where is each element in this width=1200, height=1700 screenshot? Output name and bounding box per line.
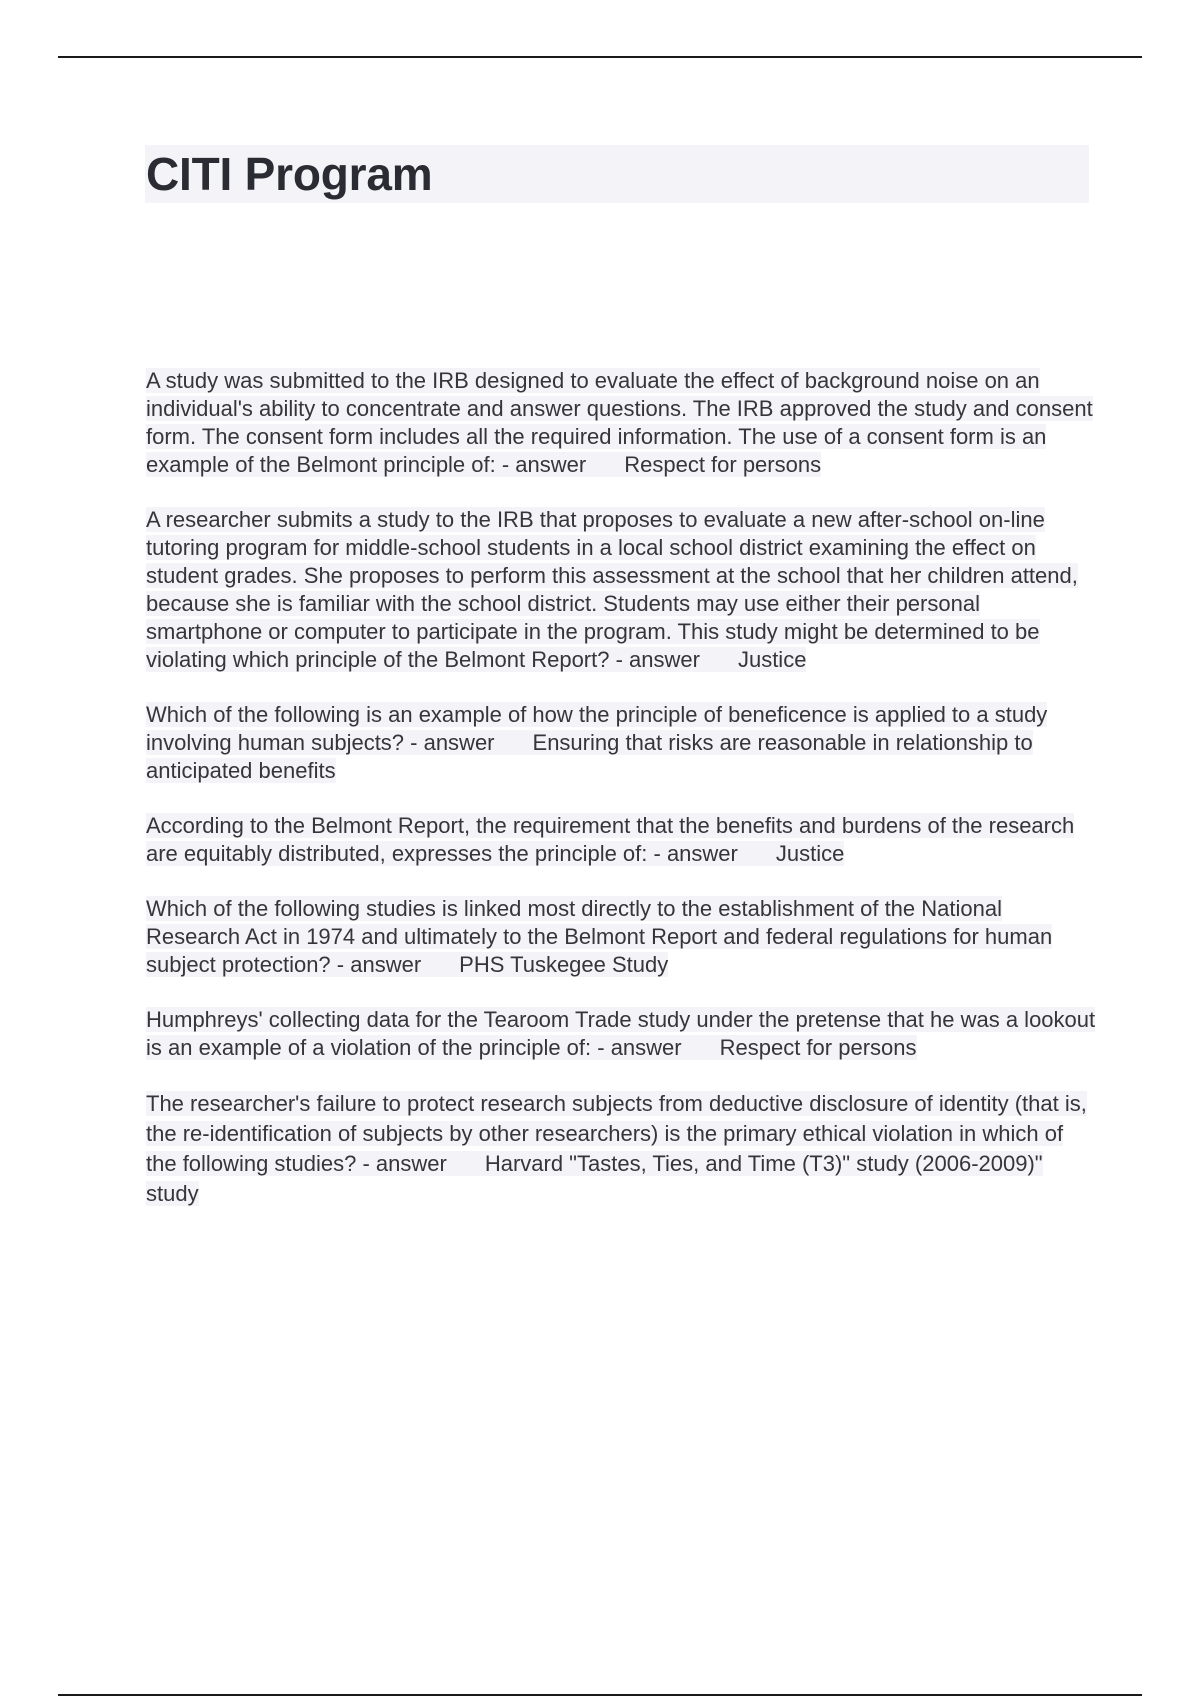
- bottom-rule: [58, 1694, 1142, 1696]
- answer-text: Ensuring that risks are reasonable in relationship to anticipated benefits: [146, 730, 1033, 783]
- top-rule: [58, 56, 1142, 58]
- question-text: The researcher's failure to protect research subjects from deductive disclosure of identity (that is, the re-identification of subjects by other researchers) is the primary ethical violation in which of the following studies? - answer: [146, 1091, 1087, 1176]
- answer-text: Justice: [775, 841, 845, 866]
- answer-text: PHS Tuskegee Study: [459, 952, 669, 977]
- question-text: According to the Belmont Report, the requirement that the benefits and burdens of the research are equitably distributed, expresses the principle of: - answer: [146, 813, 1075, 866]
- qa-item: [146, 895, 1096, 979]
- qa-item: [146, 506, 1096, 674]
- answer-text: Respect for persons: [624, 452, 822, 477]
- answer-text: Harvard "Tastes, Ties, and Time (T3)" study (2006-2009)" study: [146, 1151, 1043, 1206]
- answer-text: Justice: [737, 647, 807, 672]
- answer-text: Respect for persons: [719, 1035, 917, 1060]
- question-text: A researcher submits a study to the IRB that proposes to evaluate a new after-school on-line tutoring program for middle-school students in a local school district examining the effect on student grades. She proposes to perform this assessment at the school that her children attend, because she is familiar with the school district. Students may use either their personal smartphone or computer to participate in the program. This study might be determined to be violating which principle of the Belmont Report? - answer: [146, 507, 1078, 672]
- qa-item: [146, 1089, 1096, 1209]
- question-text: Humphreys' collecting data for the Tearoom Trade study under the pretense that he was a lookout is an example of a violation of the principle of: - answer: [146, 1007, 1096, 1060]
- qa-item: [146, 367, 1096, 479]
- question-text: Which of the following studies is linked most directly to the establishment of the National Research Act in 1974 and ultimately to the Belmont Report and federal regulations for human subject protection? - answer: [146, 896, 1053, 977]
- qa-item: [146, 701, 1096, 785]
- question-text: A study was submitted to the IRB designed to evaluate the effect of background noise on an individual's ability to concentrate and answer questions. The IRB approved the study and consent form. The consent form includes all the required information. The use of a consent form is an example of the Belmont principle of: - answer: [146, 368, 1093, 477]
- question-text: Which of the following is an example of how the principle of beneficence is applied to a study involving human subjects? - answer: [146, 702, 1048, 755]
- page-title: CITI Program: [146, 148, 433, 200]
- qa-item: [146, 812, 1096, 868]
- qa-item: [146, 1006, 1096, 1062]
- qa-list: [146, 367, 1096, 1236]
